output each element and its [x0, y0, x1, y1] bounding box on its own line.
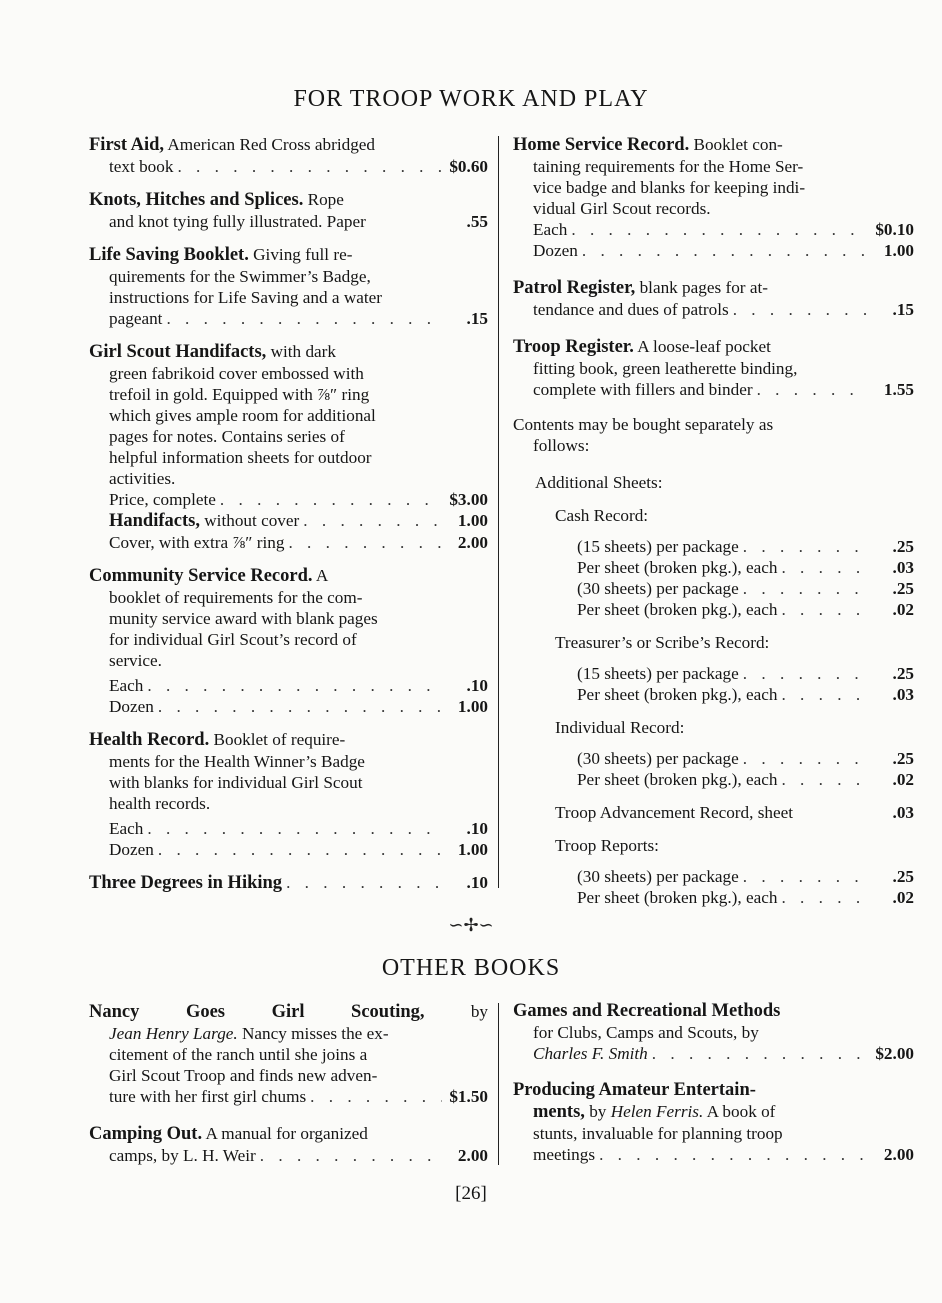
left-column-books — [89, 1001, 488, 1178]
additional-sheets-label: Additional Sheets: — [535, 473, 663, 492]
item-desc: American Red Cross abridged — [167, 135, 376, 154]
item-title: Camping Out. — [89, 1124, 203, 1144]
item-line: helpful information sheets for outdoor — [109, 448, 372, 467]
item-desc: Giving full re- — [253, 245, 353, 264]
item-knots — [89, 189, 488, 232]
item-line: (30 sheets) per package — [577, 867, 739, 886]
item-price: .03 — [892, 685, 914, 704]
ornament: ∽✢∽ — [448, 915, 494, 935]
item-camping-out — [89, 1123, 488, 1166]
item-price: .02 — [892, 888, 914, 907]
item-line: Each — [109, 676, 144, 695]
item-line: Cover, with extra ⅞″ ring — [109, 533, 285, 552]
item-price: 1.00 — [457, 511, 488, 530]
item-line: green fabrikoid cover embossed with — [109, 364, 364, 383]
item-title: Producing Amateur Entertain- — [513, 1080, 756, 1100]
item-line: pageant — [109, 309, 163, 328]
item-price: .02 — [892, 600, 914, 619]
item-title: Health Record. — [89, 730, 210, 750]
item-price: .15 — [892, 300, 914, 319]
item-line: Per sheet (broken pkg.), each — [577, 888, 778, 907]
item-desc: with dark — [270, 342, 336, 361]
individual-record-group — [513, 717, 914, 790]
item-desc: A loose-leaf pocket — [637, 337, 771, 356]
item-producing — [513, 1080, 914, 1165]
item-line: munity service award with blank pages — [109, 609, 378, 628]
item-line: ments for the Health Winner’s Badge — [109, 752, 365, 771]
item-desc: by — [470, 1002, 489, 1021]
item-line: (15 sheets) per package — [577, 537, 739, 556]
item-price: .15 — [466, 309, 488, 328]
item-line: Dozen — [533, 241, 578, 260]
item-price: .10 — [466, 819, 488, 838]
item-line: without cover — [204, 511, 300, 530]
item-desc: A — [315, 566, 329, 585]
item-line: for Clubs, Camps and Scouts, by — [533, 1023, 759, 1042]
item-desc: by — [589, 1102, 607, 1121]
item-desc: blank pages for at- — [639, 278, 768, 297]
item-line: fitting book, green leatherette binding, — [533, 359, 798, 378]
item-line: (30 sheets) per package — [577, 579, 739, 598]
item-line: Price, complete — [109, 490, 216, 509]
cash-record-group — [513, 505, 914, 620]
advancement-record — [513, 802, 914, 823]
item-price: $1.50 — [449, 1087, 488, 1106]
item-line: stunts, invaluable for planning troop — [533, 1124, 783, 1143]
item-price: 2.00 — [883, 1145, 914, 1164]
item-title: Girl Scout Handifacts, — [89, 342, 267, 362]
column-divider — [498, 136, 499, 888]
item-line: Girl Scout Troop and finds new adven- — [109, 1066, 378, 1085]
item-title: Troop Register. — [513, 337, 634, 357]
item-line: Dozen — [109, 840, 154, 859]
item-line: with blanks for individual Girl Scout — [109, 773, 363, 792]
item-line: Per sheet (broken pkg.), each — [577, 600, 778, 619]
item-title: Community Service Record. — [89, 566, 313, 586]
item-line: Troop Advancement Record, sheet — [555, 803, 794, 822]
item-price: 1.00 — [457, 840, 488, 859]
item-price: .10 — [466, 873, 488, 892]
item-author: Charles F. Smith — [533, 1044, 648, 1063]
item-line: vidual Girl Scout records. — [533, 199, 711, 218]
item-line: citement of the ranch until she joins a — [109, 1045, 368, 1064]
item-title: ments, — [533, 1102, 585, 1122]
item-title: Games and Recreational Methods — [513, 1001, 781, 1021]
item-price: .25 — [892, 664, 914, 683]
item-line: health records. — [109, 794, 211, 813]
right-column-troop — [513, 134, 914, 908]
section-title-troop-work: FOR TROOP WORK AND PLAY — [293, 86, 649, 112]
item-life-saving — [89, 244, 488, 329]
item-price: .25 — [892, 537, 914, 556]
item-line: follows: — [533, 436, 590, 455]
item-title: Three Degrees in Hiking — [89, 873, 283, 893]
item-line: Each — [109, 819, 144, 838]
item-home-service — [513, 134, 914, 261]
item-first-aid — [89, 134, 488, 177]
item-price: 1.55 — [883, 380, 914, 399]
item-subtitle: Handifacts, — [109, 511, 200, 531]
group-label: Individual Record: — [555, 718, 685, 737]
item-line: taining requirements for the Home Ser- — [533, 157, 804, 176]
item-handifacts — [89, 341, 488, 553]
item-line: and knot tying fully illustrated. Paper — [109, 212, 366, 231]
item-price: .55 — [466, 212, 488, 231]
item-line: meetings — [533, 1145, 596, 1164]
item-price: $0.60 — [449, 157, 488, 176]
group-label: Troop Reports: — [555, 836, 659, 855]
contents-note — [513, 414, 914, 456]
item-price: .25 — [892, 867, 914, 886]
item-line: Dozen — [109, 697, 154, 716]
item-line: quirements for the Swimmer’s Badge, — [109, 267, 371, 286]
item-desc: A book of — [706, 1102, 776, 1121]
item-title: Patrol Register, — [513, 278, 636, 298]
item-title: Life Saving Booklet. — [89, 245, 249, 265]
section-title-other-books: OTHER BOOKS — [381, 955, 561, 981]
item-price: 2.00 — [457, 1146, 488, 1165]
item-line: Contents may be bought separately as — [513, 415, 774, 434]
item-price: .02 — [892, 770, 914, 789]
item-nancy — [89, 1001, 488, 1107]
item-line: Per sheet (broken pkg.), each — [577, 770, 778, 789]
item-community-service — [89, 565, 488, 717]
item-line: (30 sheets) per package — [577, 749, 739, 768]
item-line: service. — [109, 651, 162, 670]
item-price: 1.00 — [457, 697, 488, 716]
item-line: camps, by L. H. Weir — [109, 1146, 256, 1165]
item-line: trefoil in gold. Equipped with ⅞″ ring — [109, 385, 370, 404]
item-line: complete with fillers and binder — [533, 380, 753, 399]
item-author: Helen Ferris. — [610, 1102, 704, 1121]
page-number: [26] — [455, 1183, 487, 1204]
item-desc: Booklet con- — [693, 135, 783, 154]
item-line: booklet of requirements for the com- — [109, 588, 363, 607]
item-line: pages for notes. Contains series of — [109, 427, 345, 446]
item-line: instructions for Life Saving and a water — [109, 288, 383, 307]
item-price: $2.00 — [875, 1044, 914, 1063]
item-line: activities. — [109, 469, 176, 488]
item-line: which gives ample room for additional — [109, 406, 376, 425]
item-patrol-register — [513, 277, 914, 320]
item-desc: Booklet of require- — [213, 730, 346, 749]
item-price: .10 — [466, 676, 488, 695]
item-desc: Nancy misses the ex- — [242, 1024, 389, 1043]
item-desc: Rope — [307, 190, 344, 209]
item-line: text book — [109, 157, 174, 176]
item-title: First Aid, — [89, 135, 165, 155]
treasurer-record-group — [513, 632, 914, 705]
item-games — [513, 1001, 914, 1064]
troop-reports-group — [513, 835, 914, 908]
item-price: $0.10 — [875, 220, 914, 239]
item-line: (15 sheets) per package — [577, 664, 739, 683]
item-hiking — [89, 872, 488, 894]
item-price: .03 — [892, 803, 914, 822]
item-title: Nancy Goes Girl Scouting, — [89, 1002, 425, 1022]
item-troop-register — [513, 336, 914, 400]
group-label: Cash Record: — [555, 506, 649, 525]
item-line: Per sheet (broken pkg.), each — [577, 558, 778, 577]
item-line: Each — [533, 220, 568, 239]
item-price: 1.00 — [883, 241, 914, 260]
item-line: for individual Girl Scout’s record of — [109, 630, 357, 649]
item-desc: A manual for organized — [205, 1124, 368, 1143]
item-price: .25 — [892, 579, 914, 598]
left-column-troop — [89, 134, 488, 906]
group-label: Treasurer’s or Scribe’s Record: — [555, 633, 770, 652]
item-price: 2.00 — [457, 533, 488, 552]
right-column-books — [513, 1001, 914, 1177]
column-divider-2 — [498, 1003, 499, 1165]
item-line: ture with her first girl chums — [109, 1087, 307, 1106]
item-price: .25 — [892, 749, 914, 768]
item-health-record — [89, 729, 488, 860]
item-price: $3.00 — [449, 490, 488, 509]
item-title: Knots, Hitches and Splices. — [89, 190, 304, 210]
item-title: Home Service Record. — [513, 135, 690, 155]
item-line: vice badge and blanks for keeping indi- — [533, 178, 806, 197]
item-line: tendance and dues of patrols — [533, 300, 729, 319]
item-price: .03 — [892, 558, 914, 577]
item-author: Jean Henry Large. — [109, 1024, 238, 1043]
item-line: Per sheet (broken pkg.), each — [577, 685, 778, 704]
